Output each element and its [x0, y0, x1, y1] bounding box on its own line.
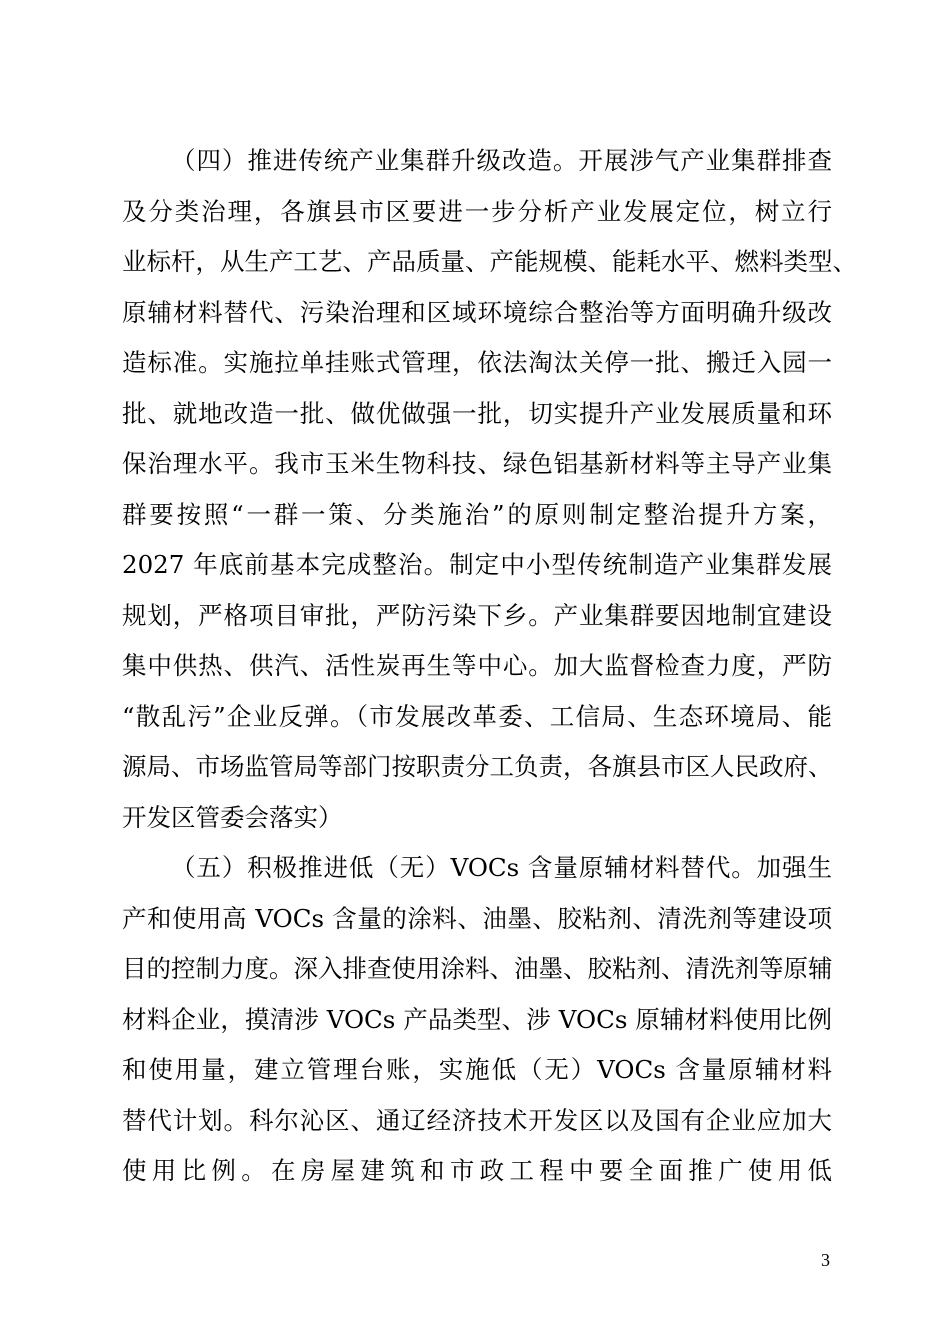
text-line: 及分类治理，各旗县市区要进一步分析产业发展定位，树立行 [122, 197, 832, 226]
text-line: （五）积极推进低（无）VOCs 含量原辅材料替代。加强生 [171, 853, 832, 882]
text-line: 集中供热、供汽、活性炭再生等中心。加大监督检查力度，严防 [122, 651, 832, 680]
page-number: 3 [821, 1250, 830, 1270]
text-line: 业标杆，从生产工艺、产品质量、产能规模、能耗水平、燃料类型、 [122, 247, 857, 276]
text-line: “散乱污”企业反弹。（市发展改革委、工信局、生态环境局、能 [122, 702, 832, 731]
text-line: 原辅材料替代、污染治理和区域环境综合整治等方面明确升级改 [122, 298, 832, 327]
text-line: （四）推进传统产业集群升级改造。开展涉气产业集群排查 [171, 146, 832, 175]
text-line: 源局、市场监管局等部门按职责分工负责，各旗县市区人民政府、 [122, 752, 833, 781]
text-line: 替代计划。科尔沁区、通辽经济技术开发区以及国有企业应加大 [122, 1106, 832, 1135]
text-line: 2027 年底前基本完成整治。制定中小型传统制造产业集群发展 [122, 550, 832, 579]
text-line: 造标准。实施拉单挂账式管理，依法淘汰关停一批、搬迁入园一 [122, 348, 832, 377]
text-line: 开发区管委会落实） [122, 803, 343, 832]
text-line: 规划，严格项目审批，严防污染下乡。产业集群要因地制宜建设 [122, 601, 832, 630]
text-line: 材料企业，摸清涉 VOCs 产品类型、涉 VOCs 原辅材料使用比例 [122, 1005, 832, 1034]
text-line: 群要按照“一群一策、分类施治”的原则制定整治提升方案， [122, 500, 832, 529]
text-line: 保治理水平。我市玉米生物科技、绿色铝基新材料等主导产业集 [122, 449, 832, 478]
text-line: 批、就地改造一批、做优做强一批，切实提升产业发展质量和环 [122, 399, 832, 428]
text-line: 和使用量，建立管理台账，实施低（无）VOCs 含量原辅材料 [122, 1055, 832, 1084]
text-line: 目的控制力度。深入排查使用涂料、油墨、胶粘剂、清洗剂等原辅 [122, 954, 833, 983]
text-line: 产和使用高 VOCs 含量的涂料、油墨、胶粘剂、清洗剂等建设项 [122, 904, 832, 933]
text-line: 使用比例。在房屋建筑和市政工程中要全面推广使用低 [122, 1156, 832, 1185]
